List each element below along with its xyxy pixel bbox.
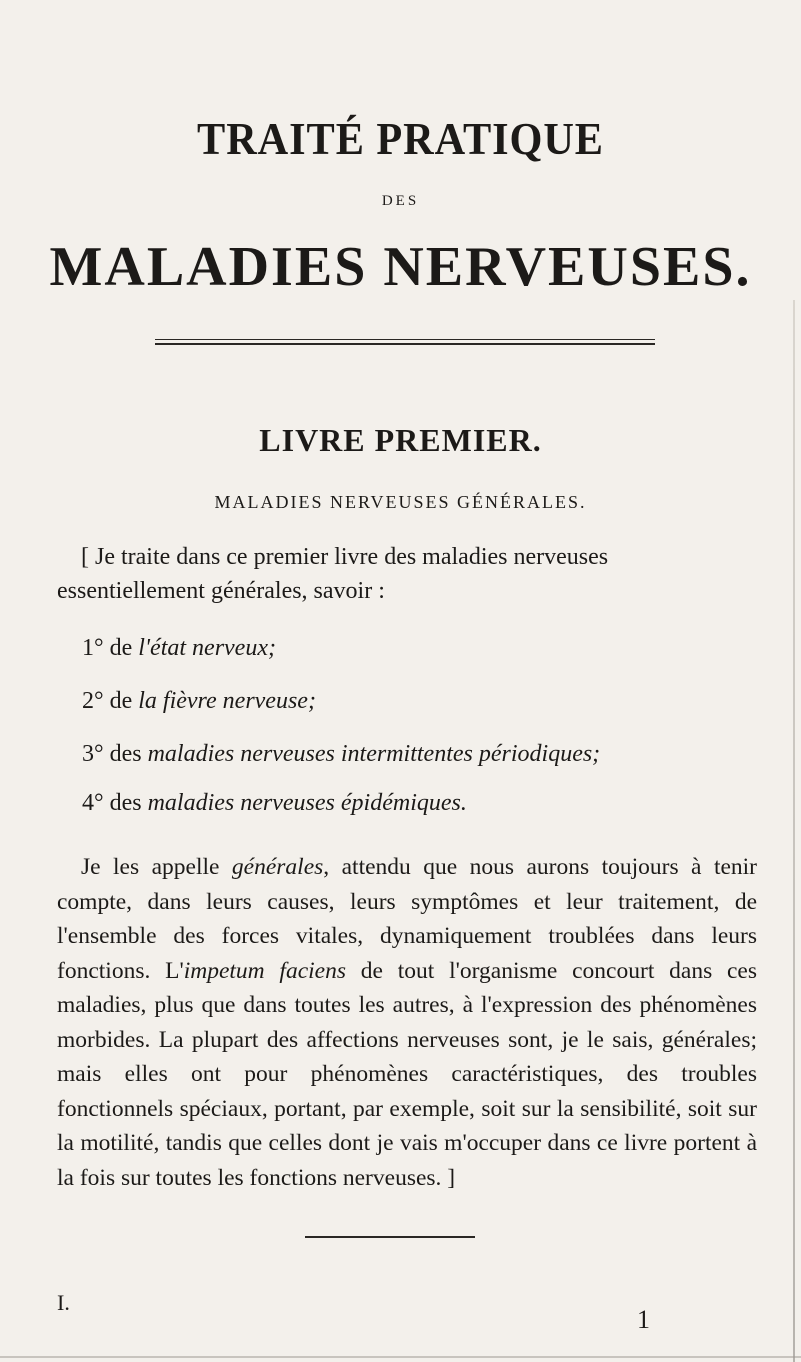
- list-topic: l'état nerveux;: [138, 635, 276, 661]
- list-item: [82, 790, 467, 817]
- list-item: [82, 688, 316, 715]
- list-item: [82, 635, 276, 662]
- body-paragraph: [57, 850, 757, 1195]
- para-text-3: de tout l'organisme concourt dans ces maladies, plus que dans toutes les autres, à l'expression des phénomènes morbides. La plupart des affections nerveuses sont, je le sais, générales; mais elles ont pour phénomènes caractéristiques, des troubles fonctionnels spéciaux, portant, par exemple, soit sur la sensibilité, soit sur la motilité, tandis que celles dont je vais m'occuper dans ce livre portent à la fois sur toutes les fonctions nerveuses. ]: [57, 957, 758, 1191]
- list-item: [82, 741, 600, 768]
- para-text-2: , attendu que nous aurons toujours à tenir compte, dans leurs causes, leurs symptômes et leur traitement, de l'ensemble des forces vitales, dynamiquement troublées dans leurs fonctions. L': [57, 854, 758, 984]
- page-number: 1: [637, 1305, 650, 1334]
- title-line-1: TRAITÉ PRATIQUE: [197, 113, 604, 164]
- para-italic-1: générales: [231, 854, 324, 880]
- para-text-1: Je les appelle: [81, 854, 232, 880]
- double-rule-bottom: [155, 343, 655, 345]
- list-number: 4° des: [82, 790, 148, 816]
- page-edge-bottom: [0, 1356, 801, 1358]
- intro-text: [ Je traite dans ce premier livre des maladies nerveuses essentiellement générales, savoir :: [57, 544, 609, 604]
- double-rule-top: [155, 339, 655, 340]
- title-des: DES: [381, 193, 420, 209]
- list-number: 3° des: [82, 741, 148, 767]
- title-line-2: MALADIES NERVEUSES.: [49, 236, 752, 298]
- book-heading: LIVRE PREMIER.: [259, 422, 542, 458]
- closing-rule: [305, 1236, 475, 1238]
- list-topic: la fièvre nerveuse;: [138, 688, 316, 714]
- para-italic-2: impetum faciens: [183, 957, 347, 984]
- intro-paragraph: [57, 540, 757, 608]
- list-topic: maladies nerveuses intermittentes périodiques;: [147, 741, 601, 767]
- book-subheading: MALADIES NERVEUSES GÉNÉRALES.: [214, 492, 587, 512]
- list-topic: maladies nerveuses épidémiques.: [147, 790, 467, 816]
- signature-mark: I.: [57, 1290, 70, 1315]
- list-number: 1° de: [82, 635, 139, 661]
- list-number: 2° de: [82, 688, 139, 714]
- page-edge-right: [793, 300, 795, 1362]
